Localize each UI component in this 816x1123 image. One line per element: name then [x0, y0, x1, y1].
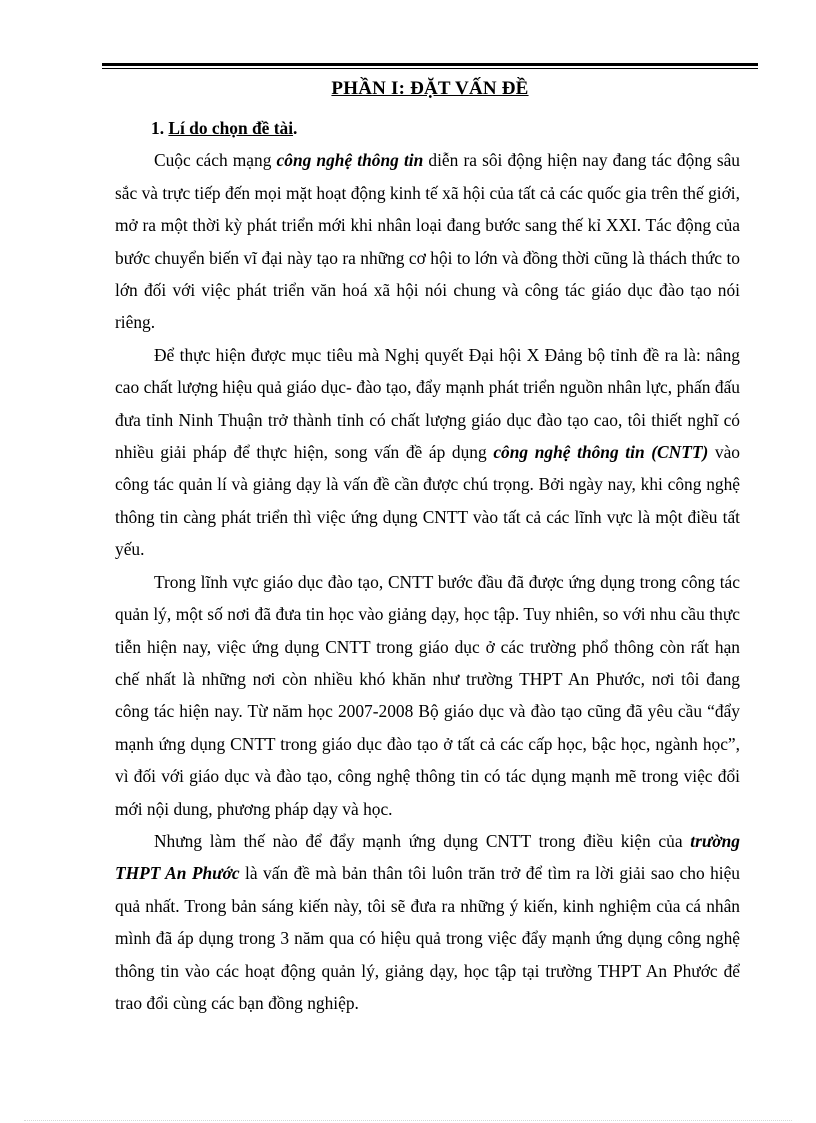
section-number: 1.	[151, 118, 169, 138]
section-heading	[151, 112, 740, 144]
p1-emphasis: công nghệ thông tin	[276, 150, 424, 171]
paragraph-2	[115, 339, 740, 566]
p1-text-b: diễn ra sôi động hiện nay đang tác động sâu sắc và trực tiếp đến mọi mặt hoạt động kinh tế xã hội của tất cả các quốc gia trên thế giới, mở ra một thời kỳ phát triển mới khi nhân loại đang bước sang thế kỉ XXI. Tác động của bước chuyển biến vĩ đại này tạo ra những cơ hội to lớn và đồng thời cũng là thách thức to lớn đối với việc phát triển văn hoá xã hội nói chung và công tác giáo dục đào tạo nói riêng.	[115, 150, 740, 333]
p1-text-a: Cuộc cách mạng	[154, 150, 277, 171]
document-body	[115, 112, 740, 1019]
paragraph-4	[115, 825, 740, 1019]
page-title: PHẦN I: ĐẶT VẤN ĐỀ	[331, 78, 529, 99]
header-rule	[102, 63, 758, 69]
p4-emphasis: trường THPT An Phước	[115, 830, 740, 884]
p2-emphasis: công nghệ thông tin (CNTT)	[493, 442, 709, 463]
section-label: Lí do chọn đề tài	[168, 118, 294, 138]
paragraph-3: Trong lĩnh vực giáo dục đào tạo, CNTT bước đầu đã được ứng dụng trong công tác quản lý, một số nơi đã đưa tin học vào giảng dạy, học tập. Tuy nhiên, so với nhu cầu thực tiễn hiện nay, việc ứng dụng CNTT trong giáo dục ở các trường phổ thông còn rất hạn chế nhất là những nơi còn nhiều khó khăn như trường THPT An Phước, nơi tôi đang công tác hiện nay. Từ năm học 2007-2008 Bộ giáo dục và đào tạo cũng đã yêu cầu “đẩy mạnh ứng dụng CNTT trong giáo dục đào tạo ở tất cả các cấp học, bậc học, ngành học”, vì đối với giáo dục và đào tạo, công nghệ thông tin có tác dụng mạnh mẽ trong việc đổi mới nội dung, phương pháp dạy và học.	[115, 571, 740, 819]
section-end: .	[293, 118, 298, 138]
p4-text-b: là vấn đề mà bản thân tôi luôn trăn trở để tìm ra lời giải sao cho hiệu quả nhất. Trong bản sáng kiến này, tôi sẽ đưa ra những ý kiến, kinh nghiệm của cá nhân mình đã áp dụng trong 3 năm qua có hiệu quả trong việc đẩy mạnh ứng dụng công nghệ thông tin vào các hoạt động quản lý, giảng dạy, học tập tại trường THPT An Phước để trao đổi cùng các bạn đồng nghiệp.	[115, 863, 741, 1013]
p2-text-b: vào công tác quản lí và giảng dạy là vấn đề cần được chú trọng. Bởi ngày nay, khi công nghệ thông tin càng phát triển thì việc ứng dụng CNTT vào tất cả các lĩnh vực là một điều tất yếu.	[115, 442, 740, 560]
p2-text-a: Để thực hiện được mục tiêu mà Nghị quyết Đại hội X Đảng bộ tỉnh đề ra là: nâng cao chất lượng hiệu quả giáo dục- đào tạo, đẩy mạnh phát triển nguồn nhân lực, phấn đấu đưa tỉnh Ninh Thuận trở thành tỉnh có chất lượng giáo dục đào tạo cao, tôi thiết nghĩ có nhiều giải pháp để thực hiện, song vấn đề áp dụng	[115, 344, 740, 463]
paragraph-1	[115, 144, 740, 338]
p4-text-a: Nhưng làm thế nào để đẩy mạnh ứng dụng CNTT trong điều kiện của	[154, 830, 691, 851]
footer-rule	[24, 1120, 792, 1121]
